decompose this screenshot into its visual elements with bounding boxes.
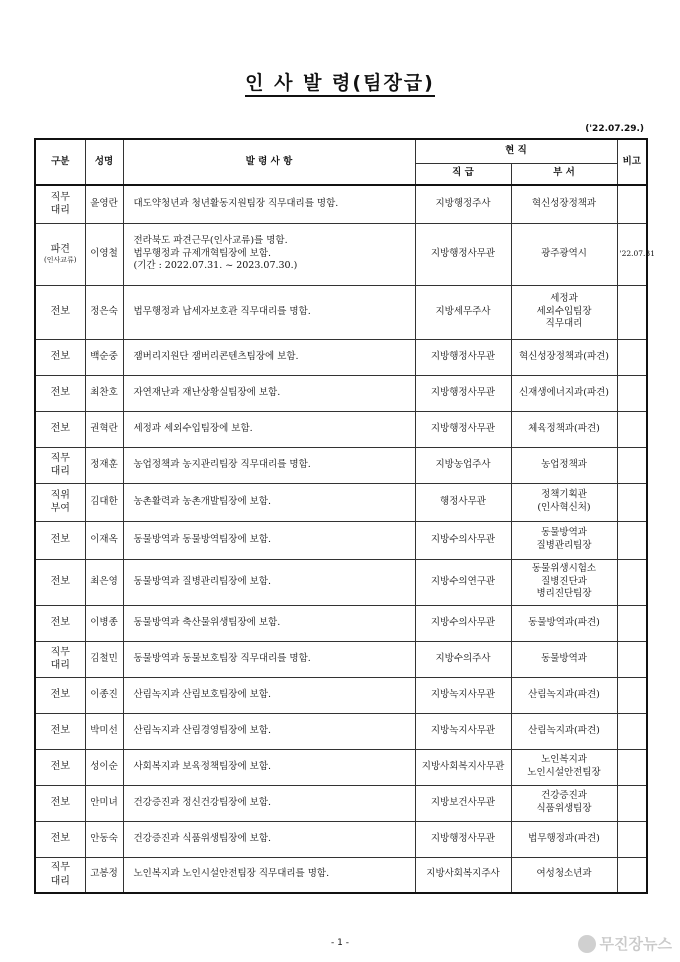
note-cell xyxy=(617,483,647,521)
dept-cell-text: 동물위생시험소 질병진단과 병리진단팀장 xyxy=(531,562,597,600)
rank-cell-text: 지방행정사무관 xyxy=(430,247,496,259)
category-cell xyxy=(35,411,85,447)
note-cell xyxy=(617,339,647,375)
note-cell xyxy=(617,605,647,641)
note-cell xyxy=(617,821,647,857)
action-cell-text: 동물방역과 동물방역팀장에 보함. xyxy=(133,533,272,545)
category-cell xyxy=(35,713,85,749)
dept-cell xyxy=(511,447,617,483)
rank-cell xyxy=(415,713,511,749)
action-cell-text: 산림녹지과 산림보호팀장에 보함. xyxy=(133,688,272,700)
note-cell xyxy=(617,521,647,559)
header-category: 구분 xyxy=(35,139,85,185)
name-cell-text: 김대한 xyxy=(90,495,118,507)
action-cell-text: 동물방역과 질병관리팀장에 보함. xyxy=(133,575,272,587)
name-cell xyxy=(85,521,123,559)
table-row xyxy=(35,483,647,521)
dept-cell-text: 건강증진과 식품위생팀장 xyxy=(536,790,592,814)
dept-cell-text: 혁신성장정책과(파견) xyxy=(519,350,610,362)
name-cell xyxy=(85,185,123,223)
rank-cell xyxy=(415,605,511,641)
dept-cell xyxy=(511,677,617,713)
header-rank: 직 급 xyxy=(415,163,511,185)
category-cell-text: 전보 xyxy=(50,423,70,435)
dept-cell xyxy=(511,749,617,785)
page-number: - 1 - xyxy=(331,938,349,948)
table-row xyxy=(35,641,647,677)
document-title: 인 사 발 령(팀장급) xyxy=(0,68,680,95)
action-cell-text: 동물방역과 동물보호팀장 직무대리를 명함. xyxy=(133,652,311,664)
header-dept: 부 서 xyxy=(511,163,617,185)
dept-cell-text: 광주광역시 xyxy=(541,247,587,259)
rank-cell xyxy=(415,185,511,223)
name-cell-text: 윤영란 xyxy=(90,197,118,209)
dept-cell-text: 농업정책과 xyxy=(541,458,587,470)
name-cell-text: 이종진 xyxy=(90,688,118,700)
rank-cell xyxy=(415,821,511,857)
rank-cell-text: 지방행정주사 xyxy=(435,197,491,209)
table-row xyxy=(35,785,647,821)
category-cell-text: 전보 xyxy=(50,833,70,845)
personnel-table xyxy=(34,138,655,894)
note-cell xyxy=(617,713,647,749)
category-cell-text: 직무 대리 xyxy=(50,191,70,217)
category-cell-text: 전보 xyxy=(50,725,70,737)
dept-cell-text: 산림녹지과(파견) xyxy=(528,724,600,736)
name-cell-text: 권혁란 xyxy=(90,422,118,434)
category-cell-text: 전보 xyxy=(50,576,70,588)
table-row xyxy=(35,857,647,893)
name-cell-text: 최찬호 xyxy=(90,386,118,398)
dept-cell-text: 체육정책과(파견) xyxy=(528,422,600,434)
action-cell-text: 농촌활력과 농촌개발팀장에 보함. xyxy=(133,495,272,507)
action-cell xyxy=(123,713,415,749)
dept-cell xyxy=(511,339,617,375)
category-cell xyxy=(35,185,85,223)
name-cell xyxy=(85,483,123,521)
dept-cell xyxy=(511,521,617,559)
dept-cell-text: 신재생에너지과(파견) xyxy=(519,386,610,398)
table-row xyxy=(35,375,647,411)
action-cell xyxy=(123,411,415,447)
table-row xyxy=(35,411,647,447)
category-cell-text: 직무 대리 xyxy=(50,646,70,671)
action-cell xyxy=(123,677,415,713)
category-cell xyxy=(35,641,85,677)
name-cell-text: 정은숙 xyxy=(90,305,118,317)
rank-cell-text: 지방수의사무관 xyxy=(430,616,496,628)
watermark-logo: 무진장뉴스 xyxy=(578,933,672,954)
rank-cell xyxy=(415,559,511,605)
table-row xyxy=(35,605,647,641)
action-cell-text: 자연재난과 재난상황실팀장에 보함. xyxy=(133,386,281,398)
category-cell xyxy=(35,375,85,411)
category-cell-text: 직위 부여 xyxy=(50,489,70,514)
table-row xyxy=(35,821,647,857)
table-row xyxy=(35,559,647,605)
dept-cell xyxy=(511,559,617,605)
category-cell-text: 전보 xyxy=(50,617,70,629)
name-cell xyxy=(85,375,123,411)
rank-cell xyxy=(415,785,511,821)
table-row xyxy=(35,677,647,713)
dept-cell xyxy=(511,605,617,641)
dept-cell-text: 혁신성장정책과 xyxy=(531,197,597,209)
name-cell-text: 최은영 xyxy=(90,575,118,587)
dept-cell xyxy=(511,375,617,411)
category-cell-text: 직무 대리 xyxy=(50,862,70,887)
name-cell-text: 고봉정 xyxy=(90,868,118,880)
name-cell-text: 성이순 xyxy=(90,760,118,772)
dept-cell-text: 법무행정과(파견) xyxy=(528,832,600,844)
table-row xyxy=(35,521,647,559)
dept-cell xyxy=(511,285,617,339)
category-cell xyxy=(35,223,85,285)
name-cell-text: 이영철 xyxy=(90,247,118,259)
category-cell-text: 전보 xyxy=(50,306,70,318)
dept-cell xyxy=(511,223,617,285)
name-cell-text: 정재훈 xyxy=(90,458,118,470)
rank-cell xyxy=(415,285,511,339)
rank-cell-text: 지방녹지사무관 xyxy=(430,688,496,700)
document-date: ('22.07.29.) xyxy=(585,124,644,134)
note-cell xyxy=(617,447,647,483)
action-cell xyxy=(123,641,415,677)
note-cell xyxy=(617,785,647,821)
dept-cell-text: 노인복지과 노인시설안전팀장 xyxy=(527,754,601,778)
dept-cell xyxy=(511,821,617,857)
action-cell xyxy=(123,375,415,411)
rank-cell xyxy=(415,339,511,375)
note-cell xyxy=(617,411,647,447)
action-cell-text: 사회복지과 보육정책팀장에 보함. xyxy=(133,760,272,772)
category-cell-text: 전보 xyxy=(50,351,70,363)
dept-cell-text: 여성청소년과 xyxy=(536,868,592,880)
category-cell xyxy=(35,857,85,893)
rank-cell-text: 지방행정사무관 xyxy=(430,350,496,362)
name-cell xyxy=(85,605,123,641)
rank-cell-text: 지방사회복지사무관 xyxy=(421,760,505,772)
dept-cell xyxy=(511,641,617,677)
table-row xyxy=(35,185,647,223)
name-cell-text: 김철민 xyxy=(90,652,118,664)
action-cell-text: 건강증진과 정신건강팀장에 보함. xyxy=(133,796,272,808)
action-cell xyxy=(123,749,415,785)
dept-cell xyxy=(511,411,617,447)
table-row xyxy=(35,285,647,339)
name-cell xyxy=(85,559,123,605)
action-cell-text: 노인복지과 노인시설안전팀장 직무대리를 명함. xyxy=(133,868,330,880)
action-cell-text: 잼버리지원단 잼버리콘텐츠팀장에 보함. xyxy=(133,350,299,362)
action-cell xyxy=(123,821,415,857)
category-cell-text: 전보 xyxy=(50,689,70,701)
action-cell xyxy=(123,483,415,521)
header-name: 성명 xyxy=(85,139,123,185)
rank-cell-text: 지방행정사무관 xyxy=(430,386,496,398)
note-cell xyxy=(617,375,647,411)
rank-cell xyxy=(415,223,511,285)
action-cell-text: 농업정책과 농지관리팀장 직무대리를 명함. xyxy=(133,458,311,470)
header-note: 비고 xyxy=(617,139,647,185)
note-cell xyxy=(617,185,647,223)
dept-cell-text: 세정과 세외수입팀장 직무대리 xyxy=(536,292,592,330)
name-cell-text: 박미선 xyxy=(90,724,118,736)
dept-cell xyxy=(511,785,617,821)
category-cell xyxy=(35,559,85,605)
category-cell xyxy=(35,749,85,785)
note-cell xyxy=(617,223,655,285)
category-cell-text: 전보 xyxy=(50,387,70,399)
action-cell xyxy=(123,857,415,893)
name-cell-text: 안동숙 xyxy=(90,832,118,844)
dept-cell xyxy=(511,713,617,749)
dept-cell-text: 동물방역과 xyxy=(541,652,587,664)
dept-cell-text: 동물방역과(파견) xyxy=(528,616,600,628)
category-cell xyxy=(35,677,85,713)
table-row xyxy=(35,713,647,749)
category-cell-text: 전보 xyxy=(50,534,70,546)
note-cell xyxy=(617,857,647,893)
dept-cell xyxy=(511,483,617,521)
action-cell-text: 대도약청년과 청년활동지원팀장 직무대리를 명함. xyxy=(133,197,339,209)
rank-cell-text: 지방사회복지주사 xyxy=(426,868,500,880)
rank-cell xyxy=(415,749,511,785)
table-row xyxy=(35,447,647,483)
note-cell-text: '22.07.31 xyxy=(619,248,655,258)
rank-cell-text: 지방녹지사무관 xyxy=(430,724,496,736)
rank-cell xyxy=(415,375,511,411)
note-cell xyxy=(617,677,647,713)
category-cell xyxy=(35,339,85,375)
dept-cell xyxy=(511,857,617,893)
name-cell xyxy=(85,677,123,713)
name-cell xyxy=(85,339,123,375)
category-cell-text: 직무 대리 xyxy=(50,452,70,477)
action-cell-text: 법무행정과 납세자보호관 직무대리를 명함. xyxy=(133,305,311,317)
category-cell-text: 전보 xyxy=(50,761,70,773)
dept-cell-text: 동물방역과 질병관리팀장 xyxy=(536,527,592,551)
category-cell xyxy=(35,785,85,821)
name-cell xyxy=(85,411,123,447)
category-cell-text: 전보 xyxy=(50,797,70,809)
action-cell-text: 산림녹지과 산림경영팀장에 보함. xyxy=(133,724,272,736)
rank-cell-text: 지방수의연구관 xyxy=(430,575,496,587)
action-cell-text: 전라북도 파견근무(인사교류)를 명함. 법무행정과 규제개혁팀장에 보함. (기간 : 2022.07.31. ~ 2023.07.30.) xyxy=(133,234,298,272)
rank-cell-text: 지방수의주사 xyxy=(435,652,491,664)
name-cell xyxy=(85,223,123,285)
category-cell xyxy=(35,285,85,339)
name-cell xyxy=(85,785,123,821)
action-cell xyxy=(123,521,415,559)
dept-cell-text: 산림녹지과(파견) xyxy=(528,688,600,700)
action-cell xyxy=(123,785,415,821)
header-current: 현 직 xyxy=(415,139,617,163)
name-cell-text: 안미녀 xyxy=(90,796,118,808)
rank-cell-text: 행정사무관 xyxy=(440,495,486,507)
rank-cell-text: 지방행정사무관 xyxy=(430,422,496,434)
category-cell xyxy=(35,483,85,521)
name-cell xyxy=(85,821,123,857)
name-cell-text: 이병종 xyxy=(90,616,118,628)
note-cell xyxy=(617,559,647,605)
action-cell-text: 동물방역과 축산물위생팀장에 보함. xyxy=(133,616,281,628)
table-row xyxy=(35,339,647,375)
dept-cell-text: 정책기획관 (인사혁신처) xyxy=(537,489,591,513)
watermark-icon xyxy=(578,935,596,953)
rank-cell xyxy=(415,521,511,559)
header-action: 발 령 사 항 xyxy=(123,139,415,185)
note-cell xyxy=(617,285,647,339)
action-cell xyxy=(123,559,415,605)
rank-cell xyxy=(415,857,511,893)
category-cell-text: 파견 xyxy=(50,243,70,255)
category-cell xyxy=(35,605,85,641)
rank-cell-text: 지방농업주사 xyxy=(435,458,491,470)
name-cell-text: 백순중 xyxy=(90,350,118,362)
rank-cell-text: 지방행정사무관 xyxy=(430,832,496,844)
category-cell xyxy=(35,447,85,483)
name-cell xyxy=(85,857,123,893)
name-cell xyxy=(85,285,123,339)
rank-cell xyxy=(415,641,511,677)
table-row xyxy=(35,223,647,285)
action-cell xyxy=(123,605,415,641)
name-cell xyxy=(85,641,123,677)
action-cell-text: 건강증진과 식품위생팀장에 보함. xyxy=(133,832,272,844)
category-sub-text: (인사교류) xyxy=(43,256,77,265)
name-cell-text: 이재옥 xyxy=(90,533,118,545)
note-cell xyxy=(617,749,647,785)
category-cell xyxy=(35,821,85,857)
category-cell xyxy=(35,521,85,559)
action-cell xyxy=(123,447,415,483)
rank-cell-text: 지방보건사무관 xyxy=(430,796,496,808)
dept-cell xyxy=(511,185,617,223)
name-cell xyxy=(85,713,123,749)
action-cell xyxy=(123,185,415,223)
action-cell xyxy=(123,285,415,339)
rank-cell-text: 지방수의사무관 xyxy=(430,533,496,545)
name-cell xyxy=(85,447,123,483)
rank-cell xyxy=(415,483,511,521)
action-cell xyxy=(123,223,415,285)
rank-cell xyxy=(415,447,511,483)
name-cell xyxy=(85,749,123,785)
rank-cell-text: 지방세무주사 xyxy=(435,305,491,317)
note-cell xyxy=(617,641,647,677)
rank-cell xyxy=(415,411,511,447)
table-row xyxy=(35,749,647,785)
action-cell xyxy=(123,339,415,375)
rank-cell xyxy=(415,677,511,713)
action-cell-text: 세정과 세외수입팀장에 보함. xyxy=(133,422,253,434)
